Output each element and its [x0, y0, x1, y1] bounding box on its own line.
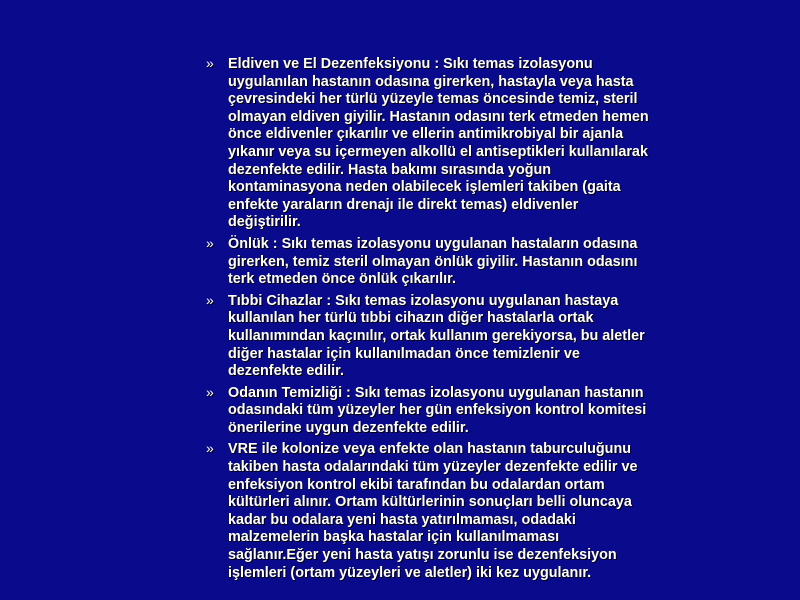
bullet-text-vre-discharge: VRE ile kolonize veya enfekte olan hastanın taburculuğunu takiben hasta odalarındaki tüm yüzeyler dezenfekte edilir ve enfeksiyon kontrol ekibi tarafından bu odalardan ortam kültürleri alınır. Ortam kültürlerinin sonuçları belli oluncaya kadar bu odalara yeni hasta yatırılmaması, odadaki malzemelerin başka hastalar için kullanılmaması sağlanır.Eğer yeni hasta yatışı zorunlu ise dezenfeksiyon işlemleri (ortam yüzeyleri ve aletler) iki kez uygulanır. — [228, 441, 638, 581]
bullet-item-gloves — [206, 56, 762, 232]
bullet-item-room-cleaning — [206, 385, 762, 438]
bullet-item-gown — [206, 236, 762, 289]
bullet-text-room-cleaning: Odanın Temizliği : Sıkı temas izolasyonu uygulanan hastanın odasındaki tüm yüzeyler her gün enfeksiyon kontrol komitesi önerilerine uygun dezenfekte edilir. — [228, 384, 647, 436]
bullet-item-medical-devices — [206, 293, 762, 381]
bullet-marker-icon: » — [206, 234, 214, 251]
bullet-text-gloves: Eldiven ve El Dezenfeksiyonu : Sıkı temas izolasyonu uygulanılan hastanın odasına girerken, hastayla veya hasta çevresindeki her türlü yüzeyle temas öncesinde temiz, steril olmayan eldiven giyilir. Hastanın odasını terk etmeden hemen önce eldivenler çıkarılır ve ellerin antimikrobiyal bir ajanla yıkanır veya su içermeyen alkollü el antiseptikleri kullanılarak dezenfekte edilir. Hasta bakımı sırasında yoğun kontaminasyona neden olabilecek işlemleri takiben (gaita enfekte yaraların drenajı ile direkt temas) eldivenler değiştirilir. — [228, 56, 649, 231]
bullet-marker-icon: » — [206, 291, 214, 308]
bullet-marker-icon: » — [206, 440, 214, 457]
bullet-marker-icon: » — [206, 55, 214, 71]
bullet-item-vre-discharge — [206, 441, 762, 582]
bullet-list — [206, 56, 762, 582]
bullet-text-medical-devices: Tıbbi Cihazlar : Sıkı temas izolasyonu uygulanan hastaya kullanılan her türlü tıbbi cihazın diğer hastalarla ortak kullanımından kaçınılır, ortak kullanım gerekiyorsa, bu aletler diğer hastalar için kullanılmadan önce temizlenir ve dezenfekte edilir. — [228, 292, 645, 380]
bullet-text-gown: Önlük : Sıkı temas izolasyonu uygulanan hastaların odasına girerken, temiz steril olmayan önlük giyilir. Hastanın odasını terk etmeden önce önlük çıkarılır. — [228, 235, 638, 288]
slide-content — [206, 56, 762, 586]
bullet-marker-icon: » — [206, 383, 214, 400]
